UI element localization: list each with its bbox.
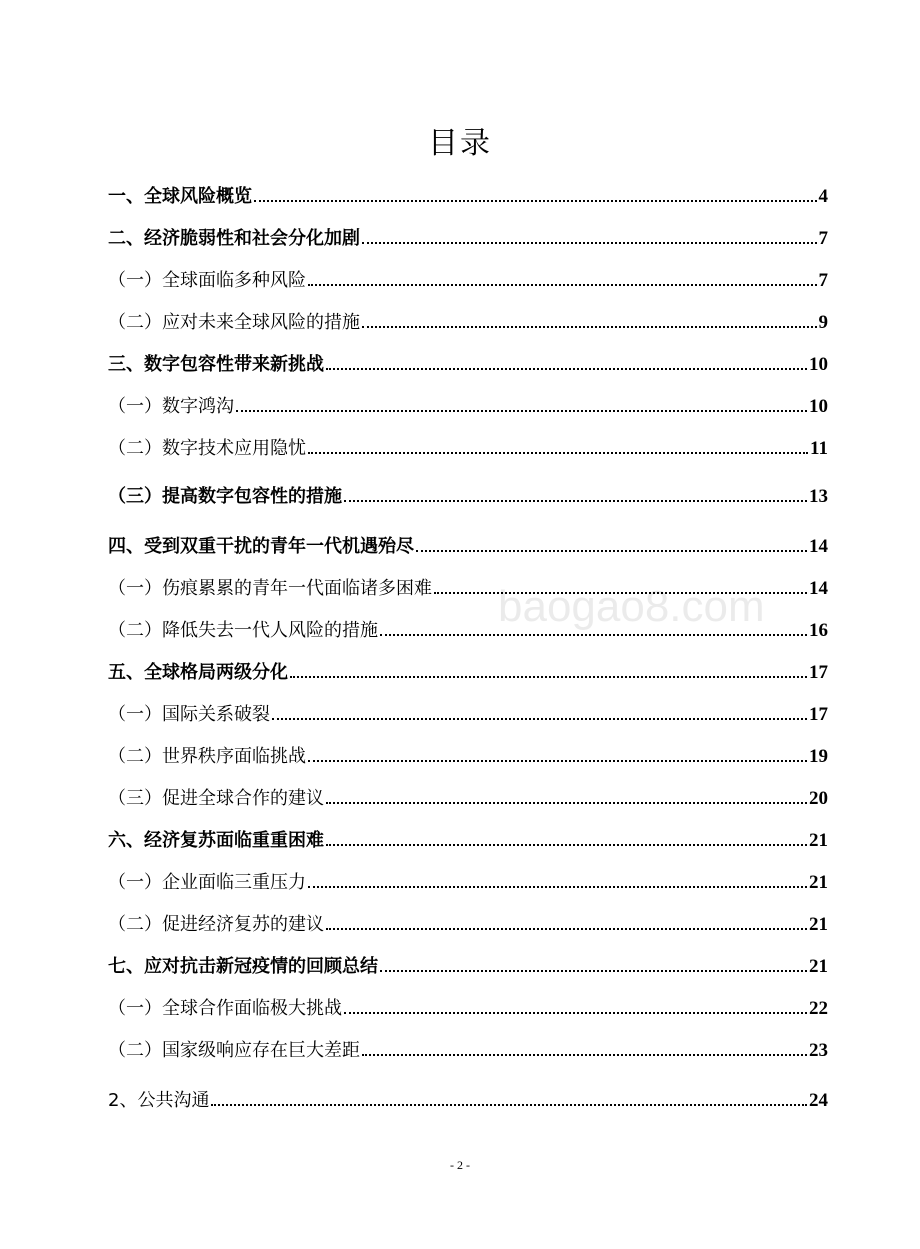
toc-entry[interactable] bbox=[108, 990, 828, 1020]
toc-entry-page: 21 bbox=[809, 914, 828, 935]
toc-dot-leader bbox=[326, 368, 807, 370]
toc-entry-label: （三）提高数字包容性的措施 bbox=[108, 486, 342, 507]
toc-entry-label: （一）全球面临多种风险 bbox=[108, 270, 306, 291]
toc-entry-label: 三、数字包容性带来新挑战 bbox=[108, 354, 324, 375]
toc-entry-page: 14 bbox=[809, 578, 828, 599]
toc-dot-leader bbox=[211, 1104, 807, 1106]
toc-entry[interactable] bbox=[108, 696, 828, 726]
toc-dot-leader bbox=[326, 802, 807, 804]
toc-entry[interactable] bbox=[108, 528, 828, 558]
toc-entry-label: （一）全球合作面临极大挑战 bbox=[108, 998, 342, 1019]
toc-entry-label: （一）伤痕累累的青年一代面临诸多困难 bbox=[108, 578, 432, 599]
toc-dot-leader bbox=[308, 760, 807, 762]
toc-entry-label: 2、公共沟通 bbox=[108, 1090, 210, 1111]
toc-entry-label: 二、经济脆弱性和社会分化加剧 bbox=[108, 228, 360, 249]
toc-entry[interactable] bbox=[108, 388, 828, 418]
toc-dot-leader bbox=[362, 242, 817, 244]
toc-entry[interactable] bbox=[108, 178, 828, 208]
toc-entry-page: 23 bbox=[809, 1040, 828, 1061]
toc-entry-label: （二）降低失去一代人风险的措施 bbox=[108, 620, 378, 641]
toc-entry-label: （二）数字技术应用隐忧 bbox=[108, 438, 306, 459]
toc-entry[interactable] bbox=[108, 430, 828, 460]
toc-entry-page: 21 bbox=[809, 956, 828, 977]
toc-entry[interactable] bbox=[108, 346, 828, 376]
toc-entry-page: 14 bbox=[809, 536, 828, 557]
toc-entry-page: 19 bbox=[809, 746, 828, 767]
toc-entry[interactable] bbox=[108, 304, 828, 334]
toc-entry-page: 13 bbox=[809, 486, 828, 507]
toc-entry[interactable] bbox=[108, 262, 828, 292]
page-title: 目录 bbox=[428, 126, 492, 161]
toc-dot-leader bbox=[308, 886, 807, 888]
toc-dot-leader bbox=[344, 1012, 807, 1014]
toc-entry-label: 一、全球风险概览 bbox=[108, 186, 252, 207]
toc-entry-label: （一）国际关系破裂 bbox=[108, 704, 270, 725]
toc-dot-leader bbox=[362, 326, 817, 328]
toc-entry-page: 17 bbox=[809, 662, 828, 683]
toc-entry-label: 五、全球格局两级分化 bbox=[108, 662, 288, 683]
toc-entry[interactable] bbox=[108, 1082, 828, 1112]
toc-entry-page: 11 bbox=[810, 438, 828, 459]
toc-entry-page: 21 bbox=[809, 872, 828, 893]
toc-entry[interactable] bbox=[108, 478, 828, 508]
toc-entry[interactable] bbox=[108, 822, 828, 852]
toc-entry-page: 20 bbox=[809, 788, 828, 809]
watermark: baogao8.com bbox=[498, 582, 765, 631]
toc-entry[interactable] bbox=[108, 864, 828, 894]
toc-entry-label: （二）国家级响应存在巨大差距 bbox=[108, 1040, 360, 1061]
toc-dot-leader bbox=[308, 452, 808, 454]
toc-entry-page: 10 bbox=[809, 396, 828, 417]
toc-entry-page: 9 bbox=[818, 312, 828, 333]
toc-entry-page: 22 bbox=[809, 998, 828, 1019]
toc-entry-page: 7 bbox=[818, 270, 828, 291]
toc-dot-leader bbox=[326, 928, 807, 930]
toc-entry-label: （三）促进全球合作的建议 bbox=[108, 788, 324, 809]
toc-entry[interactable] bbox=[108, 738, 828, 768]
toc-dot-leader bbox=[362, 1054, 807, 1056]
toc-entry[interactable] bbox=[108, 780, 828, 810]
toc-dot-leader bbox=[344, 500, 807, 502]
toc-entry-page: 7 bbox=[818, 228, 828, 249]
toc-entry[interactable] bbox=[108, 220, 828, 250]
toc-entry-page: 16 bbox=[809, 620, 828, 641]
toc-entry-label: （二）世界秩序面临挑战 bbox=[108, 746, 306, 767]
toc-entry-label: （二）应对未来全球风险的措施 bbox=[108, 312, 360, 333]
toc-entry-page: 4 bbox=[818, 186, 828, 207]
toc-entry-label: 四、受到双重干扰的青年一代机遇殆尽 bbox=[108, 536, 414, 557]
toc-dot-leader bbox=[254, 200, 817, 202]
toc-dot-leader bbox=[272, 718, 807, 720]
toc-entry[interactable] bbox=[108, 906, 828, 936]
toc-entry-page: 24 bbox=[809, 1090, 828, 1111]
toc-dot-leader bbox=[380, 634, 807, 636]
toc-entry[interactable] bbox=[108, 948, 828, 978]
toc-entry-label: （一）数字鸿沟 bbox=[108, 396, 234, 417]
toc-dot-leader bbox=[308, 284, 817, 286]
toc-entry-page: 21 bbox=[809, 830, 828, 851]
toc-entry-page: 17 bbox=[809, 704, 828, 725]
toc-entry[interactable] bbox=[108, 1032, 828, 1062]
toc-entry-label: （二）促进经济复苏的建议 bbox=[108, 914, 324, 935]
toc-dot-leader bbox=[416, 550, 807, 552]
toc-entry[interactable] bbox=[108, 654, 828, 684]
toc-entry-label: （一）企业面临三重压力 bbox=[108, 872, 306, 893]
toc-entry-label: 七、应对抗击新冠疫情的回顾总结 bbox=[108, 956, 378, 977]
toc-dot-leader bbox=[326, 844, 807, 846]
toc-entry-label: 六、经济复苏面临重重困难 bbox=[108, 830, 324, 851]
toc-dot-leader bbox=[236, 410, 807, 412]
toc-dot-leader bbox=[380, 970, 807, 972]
toc-dot-leader bbox=[290, 676, 807, 678]
page-number: - 2 - bbox=[450, 1158, 470, 1172]
toc-entry-page: 10 bbox=[809, 354, 828, 375]
